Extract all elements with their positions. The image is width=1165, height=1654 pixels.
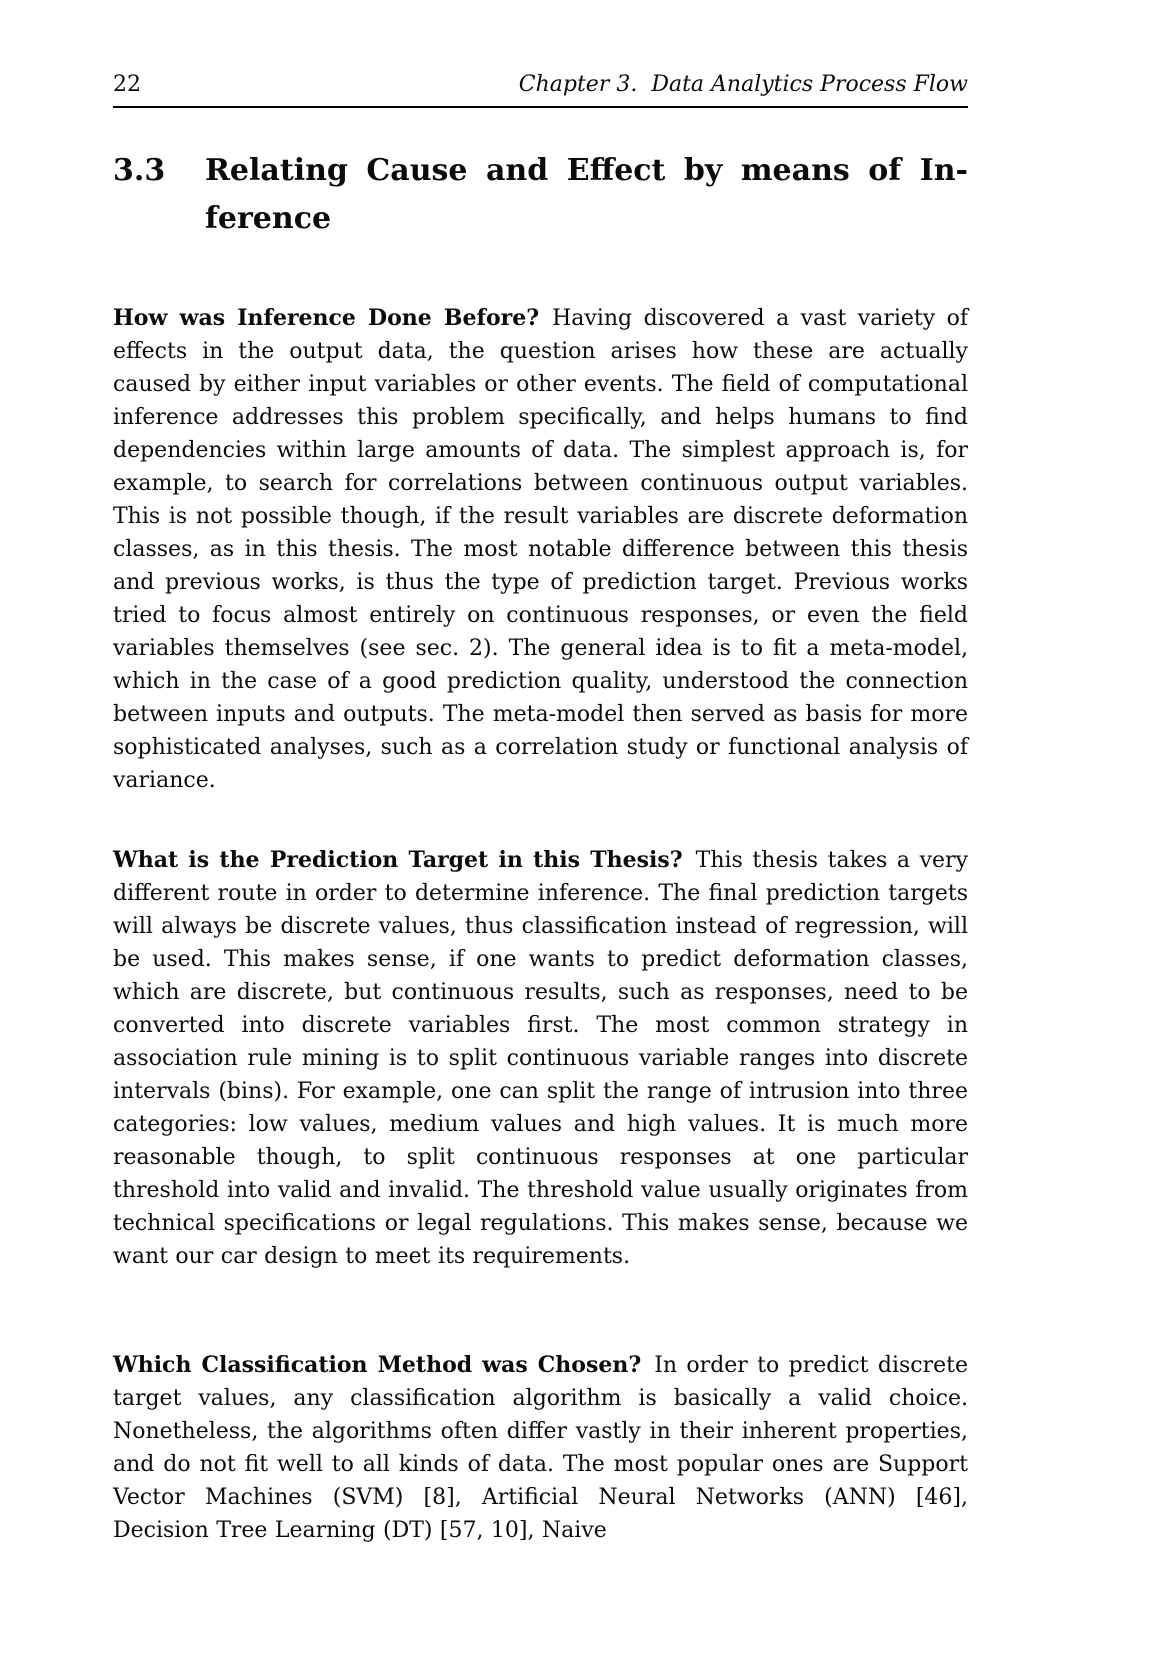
paragraph-how-was-inference-done-before bbox=[113, 302, 968, 797]
paragraph-lead: What is the Prediction Target in this Thesis? bbox=[113, 847, 683, 873]
section-title bbox=[205, 147, 968, 243]
paragraph-prediction-target bbox=[113, 844, 968, 1273]
page-number: 22 bbox=[113, 72, 141, 97]
header-rule bbox=[113, 106, 968, 108]
running-header-chapter-title: Chapter 3. Data Analytics Process Flow bbox=[518, 72, 968, 97]
paragraph-body: This thesis takes a very different route in order to determine inference. The final prediction targets will always be discrete values, thus classification instead of regression, will be used. This makes sense, if one wants to predict deformation classes, which are discrete, but continuous results, such as responses, need to be converted into discrete variables first. The most common strategy in association rule mining is to split continuous variable ranges into discrete intervals (bins). For example, one can split the range of intrusion into three categories: low values, medium values and high values. It is much more reasonable though, to split continuous responses at one particular threshold into valid and invalid. The threshold value usually originates from technical specifications or legal regulations. This makes sense, because we want our car design to meet its requirements. bbox=[113, 848, 968, 1269]
paragraph-lead: Which Classification Method was Chosen? bbox=[113, 1352, 642, 1378]
paragraph-classification-method bbox=[113, 1349, 968, 1547]
paragraph-body: In order to predict discrete target values, any classification algorithm is basically a valid choice. Nonetheless, the algorithms often differ vastly in their inherent properties, and do not fit well to all kinds of data. The most popular ones are Support Vector Machines (SVM) [8], Artificial Neural Networks (ANN) [46], Decision Tree Learning (DT) [57, 10], Naive bbox=[113, 1353, 968, 1543]
section-number: 3.3 bbox=[113, 153, 166, 188]
section-title-line2: ference bbox=[205, 201, 332, 236]
paragraph-body: Having discovered a vast variety of effects in the output data, the question arises how these are actually caused by either input variables or other events. The field of computational inference addresses this problem specifically, and helps humans to find dependencies within large amounts of data. The simplest approach is, for example, to search for correlations between continuous output variables. This is not possible though, if the result variables are discrete deformation classes, as in this thesis. The most notable difference between this thesis and previous works, is thus the type of prediction target. Previous works tried to focus almost entirely on continuous responses, or even the field variables themselves (see sec. 2). The general idea is to fit a meta-model, which in the case of a good prediction quality, understood the connection between inputs and outputs. The meta-model then served as basis for more sophisticated analyses, such as a correlation study or functional analysis of variance. bbox=[113, 306, 968, 793]
paragraph-lead: How was Inference Done Before? bbox=[113, 305, 540, 331]
running-header bbox=[113, 72, 968, 98]
section-title-line1: Relating Cause and Effect by means of In- bbox=[205, 153, 968, 188]
section-heading bbox=[113, 147, 968, 243]
